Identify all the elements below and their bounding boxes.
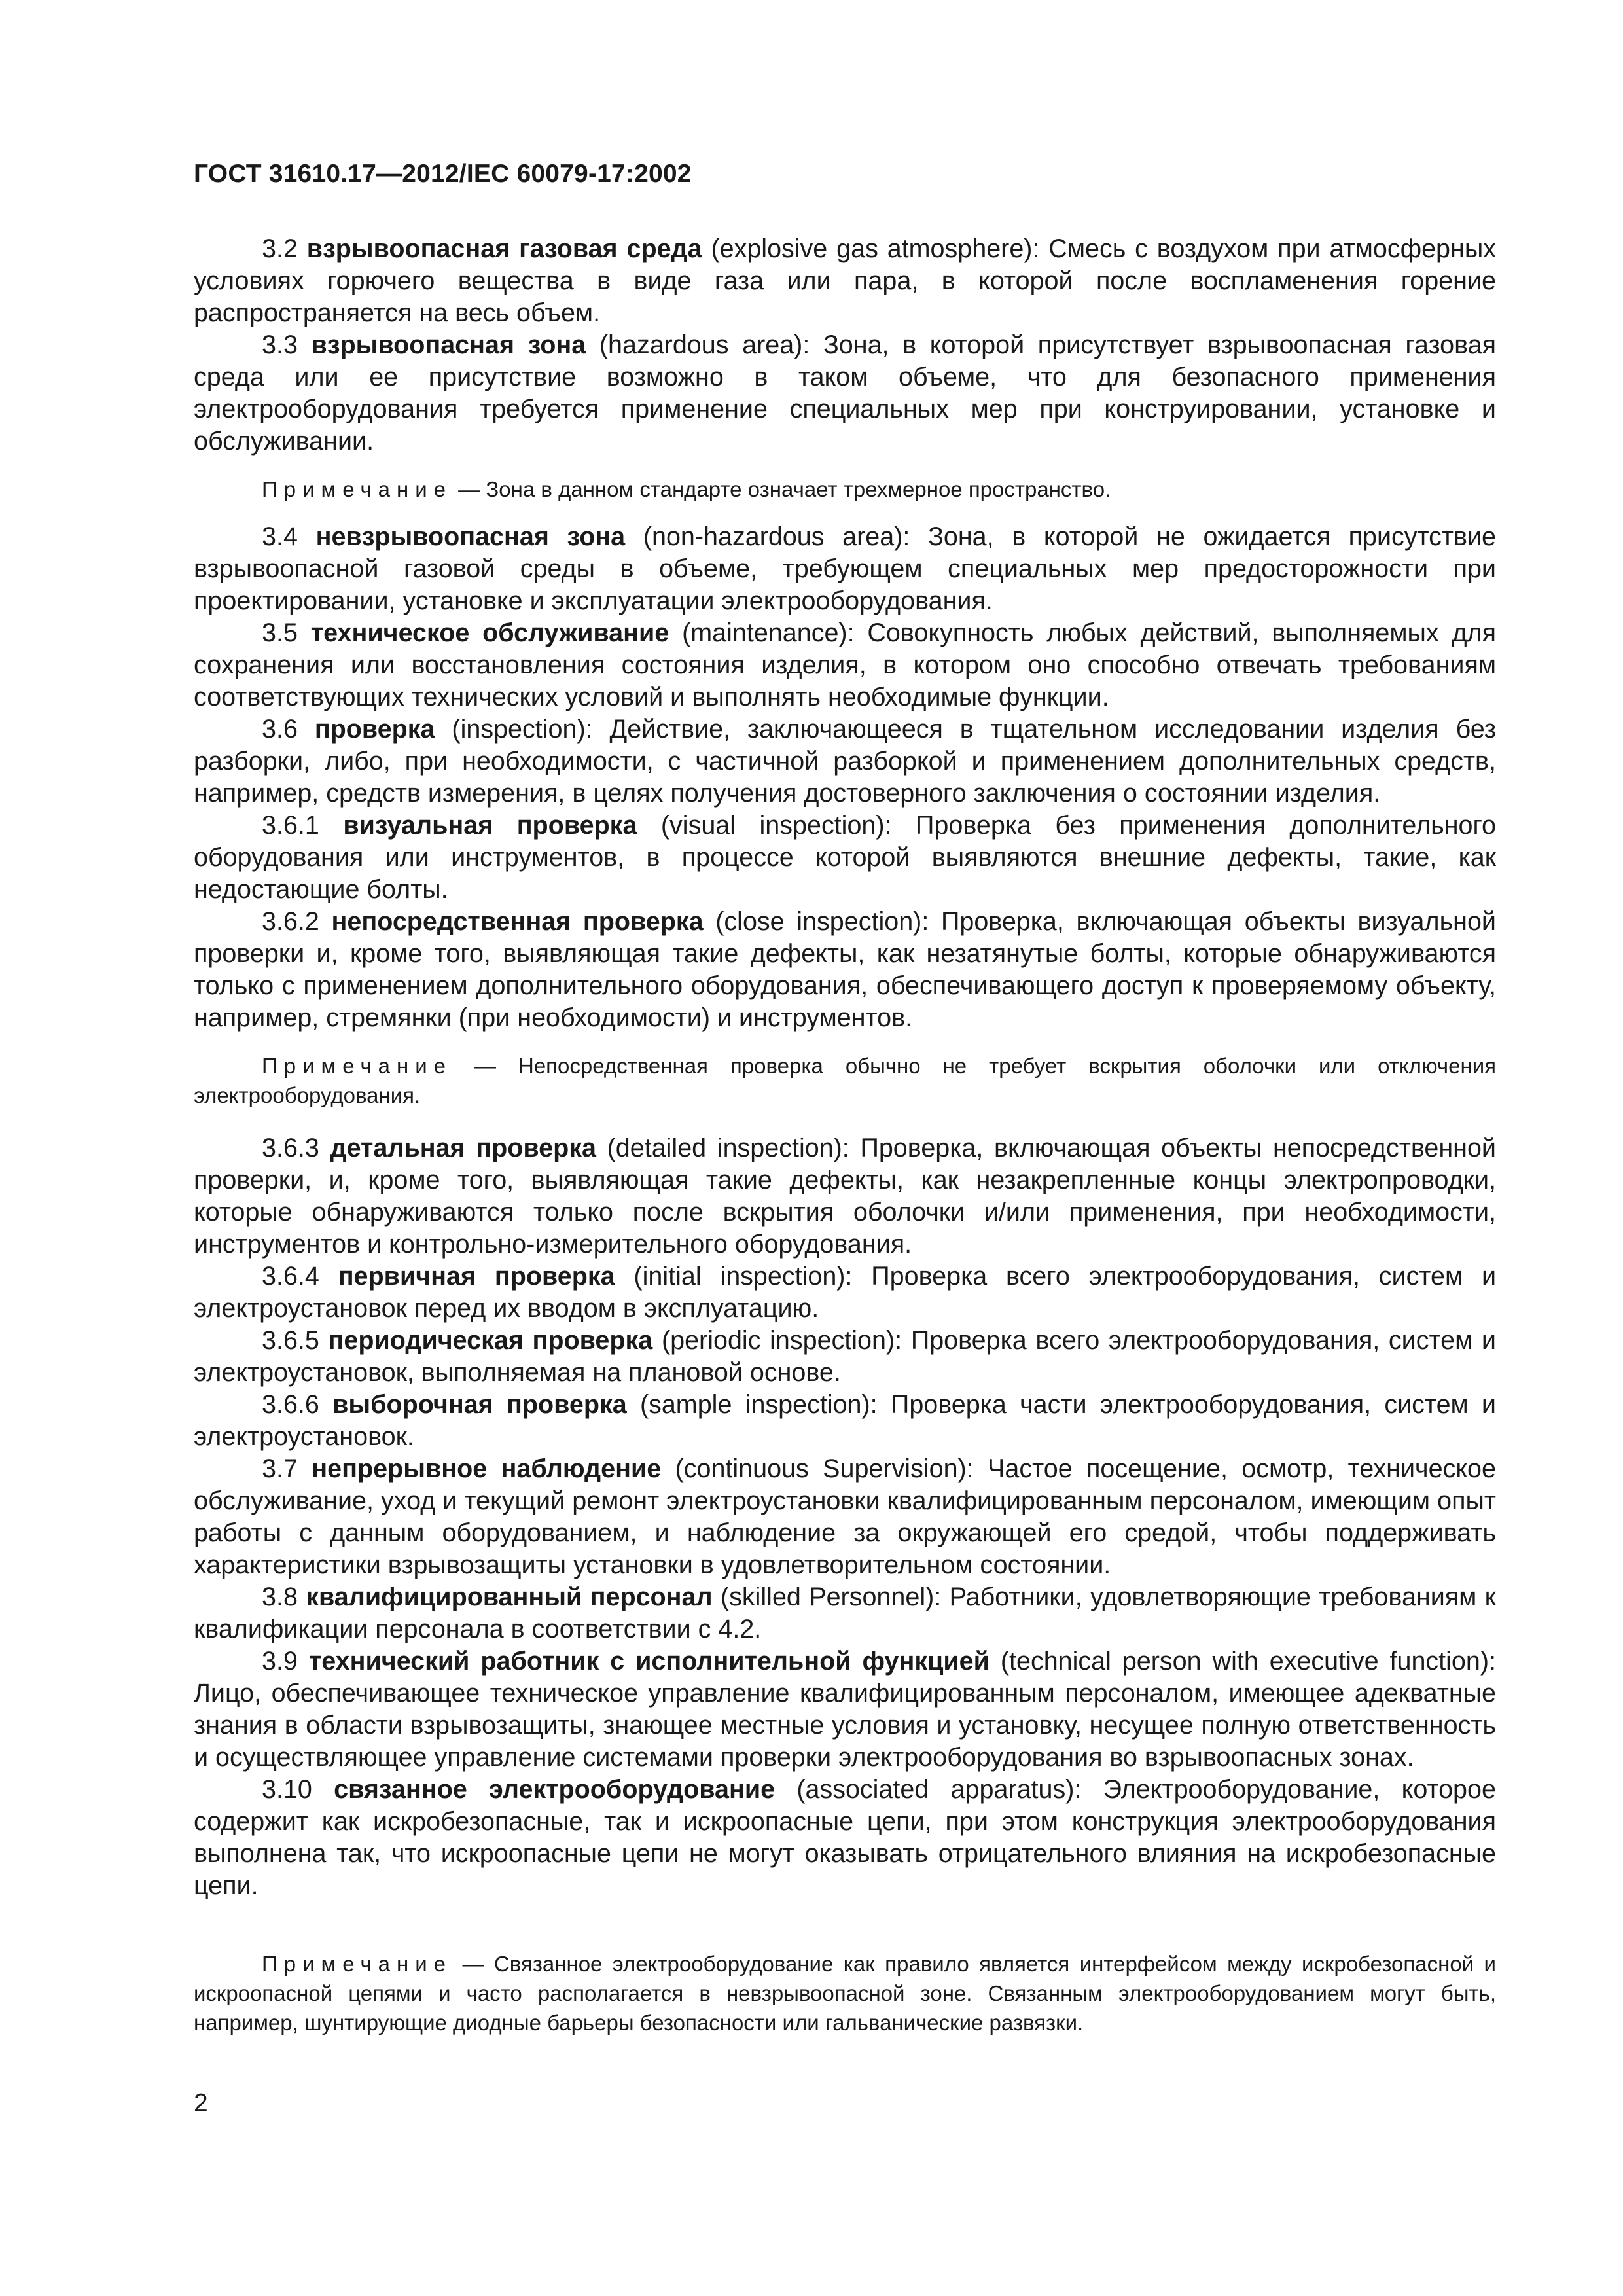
entry-term: взрывоопасная газовая среда bbox=[306, 234, 702, 263]
entry-english: (inspection): bbox=[452, 715, 593, 744]
entry-english: (sample inspection): bbox=[639, 1390, 878, 1419]
entry-english: (initial inspection): bbox=[633, 1262, 853, 1291]
definition-3-6-6 bbox=[194, 1389, 1496, 1453]
entry-definition: Зона, в которой присутствует взрывоопасная газовая среда или ее присутствие возможно в таком объеме, что для безопасного применения электрооборудования требуется применение специальных мер при конструировании, установке и обслуживании. bbox=[194, 331, 1496, 456]
entry-definition: Проверка без применения дополнительного оборудования или инструментов, в процессе которой выявляются внешние дефекты, такие, как недостающие болты. bbox=[194, 811, 1497, 904]
note-label: Примечание bbox=[262, 1054, 453, 1078]
entry-number: 3.6.5 bbox=[262, 1326, 319, 1355]
entry-definition: Проверка всего электрооборудования, систем и электроустановок перед их вводом в эксплуатацию. bbox=[194, 1262, 1497, 1323]
definition-3-10 bbox=[194, 1774, 1496, 1902]
entry-term: техническое обслуживание bbox=[310, 619, 669, 647]
definition-3-6 bbox=[194, 713, 1496, 810]
note-text: Непосредственная проверка обычно не требует вскрытия оболочки или отключения электрооборудования. bbox=[194, 1054, 1496, 1107]
entry-definition: Работники, удовлетворяющие требованиям к квалификации персонала в соответствии с 4.2. bbox=[194, 1583, 1496, 1643]
entry-english: (periodic inspection): bbox=[661, 1326, 902, 1355]
entry-number: 3.6.3 bbox=[262, 1134, 319, 1162]
entry-english: (continuous Supervision): bbox=[675, 1454, 974, 1483]
entry-english: (explosive gas atmosphere): bbox=[711, 234, 1040, 263]
entry-number: 3.2 bbox=[262, 234, 298, 263]
entry-number: 3.4 bbox=[262, 522, 298, 551]
definition-3-2 bbox=[194, 233, 1496, 329]
entry-term: периодическая проверка bbox=[328, 1326, 653, 1355]
entry-definition: Проверка, включающая объекты непосредственной проверки, и, кроме того, выявляющая такие дефекты, как незакрепленные концы электропроводки, которые обнаруживаются только после вскрытия оболочки и/или применения, при необходимости, инструментов и контрольно-измерительного оборудования. bbox=[194, 1134, 1496, 1259]
entry-number: 3.6.4 bbox=[262, 1262, 319, 1291]
entry-number: 3.6.6 bbox=[262, 1390, 319, 1419]
definition-3-6-5 bbox=[194, 1325, 1496, 1389]
note-associated-apparatus: Примечание — Связанное электрооборудование как правило является интерфейсом между искробезопасной и искроопасной цепями и часто располагается в невзрывоопасной зоне. Связанным электрооборудованием могут быть, например, шунтирующие диодные барьеры безопасности или гальванические развязки. bbox=[194, 1952, 1496, 2035]
definition-3-4 bbox=[194, 521, 1496, 617]
entry-term: непрерывное наблюдение bbox=[312, 1454, 662, 1483]
entry-english: (close inspection): bbox=[715, 907, 929, 936]
entry-term: технический работник с исполнительной функцией bbox=[308, 1647, 990, 1676]
note-text: Связанное электрооборудование как правило является интерфейсом между искробезопасной и искроопасной цепями и часто располагается в невзрывоопасной зоне. Связанным электрооборудованием могут быть, например, шунтирующие диодные барьеры безопасности или гальванические развязки. bbox=[194, 1952, 1496, 2035]
entry-number: 3.3 bbox=[262, 331, 298, 359]
entry-term: невзрывоопасная зона bbox=[315, 522, 626, 551]
entry-term: непосредственная проверка bbox=[331, 907, 704, 936]
entry-definition: Электрооборудование, которое содержит как искробезопасные, так и искроопасные цепи, при этом конструкция электрооборудования выполнена так, что искроопасные цепи не могут оказывать отрицательного влияния на искробезопасные цепи. bbox=[194, 1775, 1496, 1900]
definition-3-6-1 bbox=[194, 810, 1496, 906]
definition-3-6-4 bbox=[194, 1261, 1496, 1325]
definition-3-6-2 bbox=[194, 906, 1496, 1034]
entry-english: (maintenance): bbox=[682, 619, 855, 647]
entry-english: (non-hazardous area): bbox=[643, 522, 910, 551]
entry-english: (visual inspection): bbox=[660, 811, 892, 840]
entry-definition: Действие, заключающееся в тщательном исследовании изделия без разборки, либо, при необходимости, с частичной разборкой и применением дополнительных средств, например, средств измерения, в целях получения достоверного заключения о состоянии изделия. bbox=[194, 715, 1496, 808]
entry-term: выборочная проверка bbox=[332, 1390, 627, 1419]
document-body bbox=[194, 233, 1496, 2037]
entry-definition: Проверка части электрооборудования, систем и электроустановок. bbox=[194, 1390, 1496, 1451]
entry-number: 3.6 bbox=[262, 715, 298, 744]
entry-term: проверка bbox=[314, 715, 435, 744]
note-close-inspection: Примечание — Непосредственная проверка обычно не требует вскрытия оболочки или отключения электрооборудования. bbox=[194, 1054, 1496, 1107]
entry-term: связанное электрооборудование bbox=[334, 1775, 776, 1804]
definition-3-9 bbox=[194, 1645, 1496, 1774]
entry-term: первичная проверка bbox=[338, 1262, 615, 1291]
entry-definition: Проверка всего электрооборудования, систем и электроустановок, выполняемая на плановой основе. bbox=[194, 1326, 1496, 1387]
entry-term: квалифицированный персонал bbox=[306, 1583, 713, 1611]
note-label: Примечание bbox=[262, 477, 453, 501]
document-header: ГОСТ 31610.17—2012/IEC 60079-17:2002 bbox=[194, 160, 692, 188]
definition-3-3 bbox=[194, 329, 1496, 457]
definition-3-7 bbox=[194, 1453, 1496, 1581]
note-text: Зона в данном стандарте означает трехмерное пространство. bbox=[486, 477, 1111, 501]
entry-english: (detailed inspection): bbox=[607, 1134, 849, 1162]
entry-number: 3.7 bbox=[262, 1454, 298, 1483]
entry-definition: Частое посещение, осмотр, техническое обслуживание, уход и текущий ремонт электроустановки квалифицированным персоналом, имеющим опыт работы с данным оборудованием, и наблюдение за окружающей его средой, чтобы поддерживать характеристики взрывозащиты установки в удовлетворительном состоянии. bbox=[194, 1454, 1496, 1579]
definition-3-6-3 bbox=[194, 1132, 1496, 1261]
entry-number: 3.6.1 bbox=[262, 811, 319, 840]
entry-number: 3.10 bbox=[262, 1775, 312, 1804]
note-label: Примечание bbox=[262, 1952, 453, 1976]
definition-3-8 bbox=[194, 1581, 1496, 1645]
entry-english: (technical person with executive function): bbox=[1000, 1647, 1496, 1676]
entry-number: 3.8 bbox=[262, 1583, 298, 1611]
entry-term: взрывоопасная зона bbox=[311, 331, 586, 359]
entry-number: 3.6.2 bbox=[262, 907, 319, 936]
entry-definition: Проверка, включающая объекты визуальной проверки и, кроме того, выявляющая такие дефекты, как незатянутые болты, которые обнаруживаются только с применением дополнительного оборудования, обеспечивающего доступ к проверяемому объекту, например, стремянки (при необходимости) и инструментов. bbox=[194, 907, 1496, 1032]
page-number: 2 bbox=[194, 2089, 208, 2117]
entry-definition: Лицо, обеспечивающее техническое управление квалифицированным персоналом, имеющее адекватные знания в области взрывозащиты, знающее местные условия и установку, несущее полную ответственность и осуществляющее управление системами проверки электрооборудования во взрывоопасных зонах. bbox=[194, 1679, 1496, 1772]
entry-number: 3.5 bbox=[262, 619, 298, 647]
entry-english: (associated apparatus): bbox=[796, 1775, 1082, 1804]
entry-definition: Зона, в которой не ожидается присутствие взрывоопасной газовой среды в объеме, требующем специальных мер предосторожности при проектировании, установке и эксплуатации электрооборудования. bbox=[194, 522, 1497, 615]
entry-english: (skilled Personnel): bbox=[720, 1583, 942, 1611]
entry-number: 3.9 bbox=[262, 1647, 298, 1676]
entry-definition: Смесь с воздухом при атмосферных условиях горючего вещества в виде газа или пара, в которой после воспламенения горение распространяется на весь объем. bbox=[194, 234, 1496, 327]
note-zone: Примечание — Зона в данном стандарте означает трехмерное пространство. bbox=[262, 477, 1111, 501]
entry-definition: Совокупность любых действий, выполняемых для сохранения или восстановления состояния изделия, в котором оно способно отвечать требованиям соответствующих технических условий и выполнять необходимые функции. bbox=[194, 619, 1496, 711]
entry-english: (hazardous area): bbox=[599, 331, 810, 359]
entry-term: визуальная проверка bbox=[343, 811, 637, 840]
entry-term: детальная проверка bbox=[330, 1134, 596, 1162]
definition-3-5 bbox=[194, 617, 1496, 713]
